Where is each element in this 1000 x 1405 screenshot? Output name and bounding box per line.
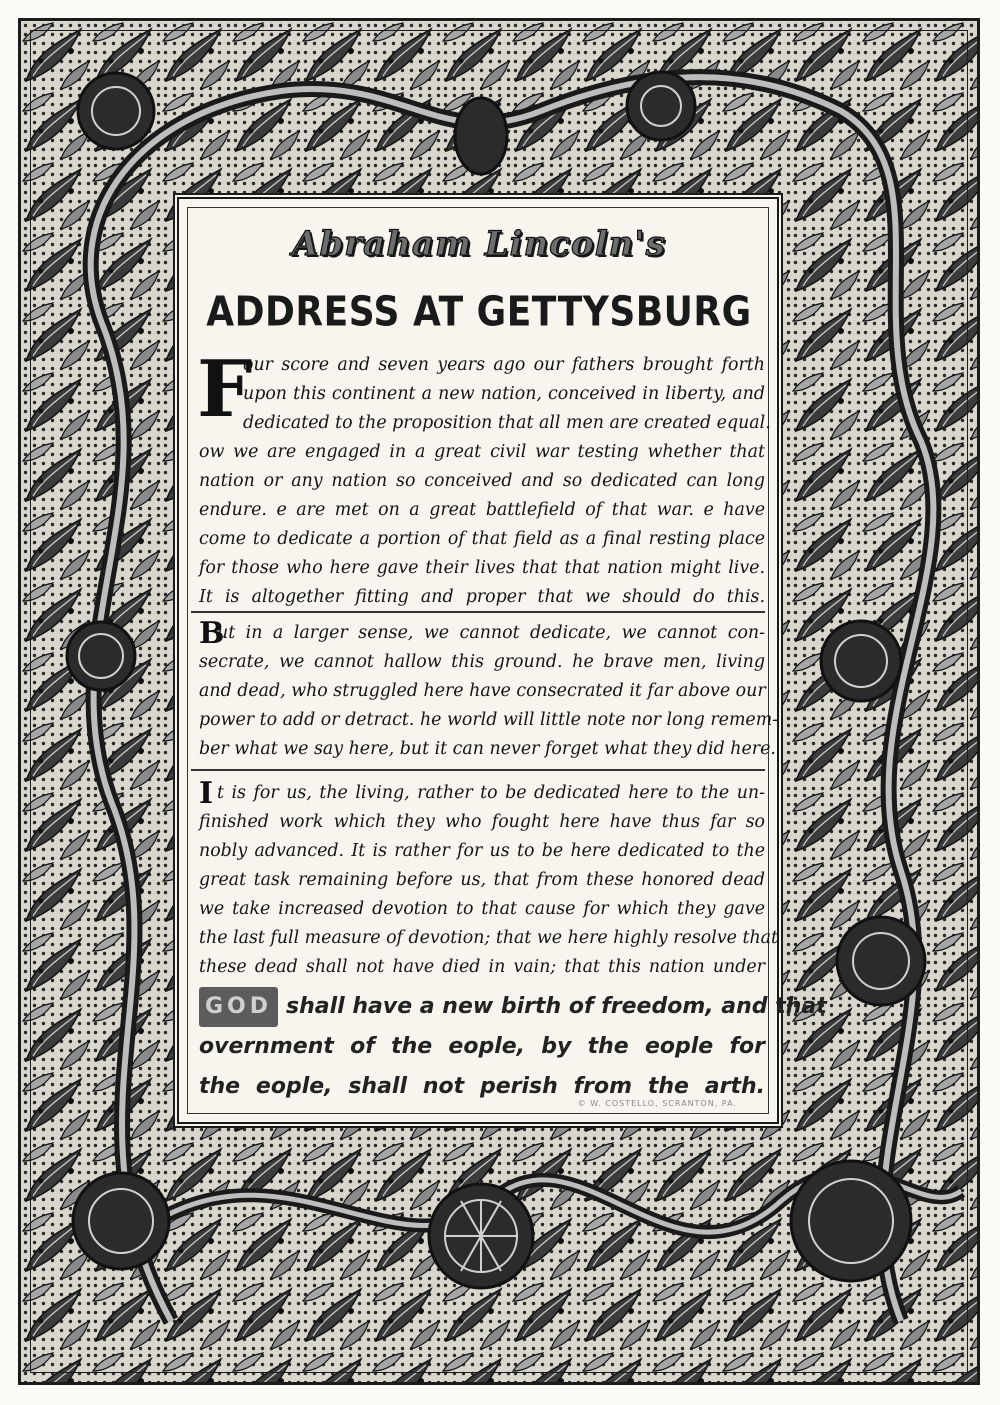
closing-line-3: the eople, shall not perish from the arth. [199,1074,765,1099]
closing-line-1 [199,987,827,1027]
dropcap-p1: F [197,344,253,435]
p3-line-1: t is for us, the living, rather to be dedicated here to the un- [217,783,765,803]
closing-line-1-text: shall have a new birth of freedom, and that [286,994,827,1019]
p3-line-3: nobly advanced. It is rather for us to be here dedicated to the [199,841,765,861]
p2-line-4: power to add or detract. he world will little note nor long remem- [199,710,779,730]
paragraph-3 [199,776,779,982]
p1-line-4: ow we are engaged in a great civil war testing whether that [199,442,765,462]
copyright-credit: © W. COSTELLO, SCRANTON, PA. [577,1099,737,1108]
dropcap-p2: B [199,616,225,651]
p1-line-6: endure. e are met on a great battlefield of that war. e have [199,500,765,520]
p1-line-3: dedicated to the proposition that all men are created equal. [243,413,771,433]
p1-line-8: for those who here gave their lives that that nation might live. [199,558,765,578]
god-word: GOD [199,987,278,1027]
p1-line-1: our score and seven years ago our fathers brought forth [243,355,765,375]
p1-line-5: nation or any nation so conceived and so dedicated can long [199,471,765,491]
p3-line-7: these dead shall not have died in vain; that this nation under [199,957,765,977]
p2-line-3: and dead, who struggled here have consecrated it far above our [199,681,766,701]
p1-line-7: come to dedicate a portion of that field as a final resting place [199,529,765,549]
p2-line-2: secrate, we cannot hallow this ground. he brave men, living [199,652,765,672]
p3-line-4: great task remaining before us, that from these honored dead [199,870,765,890]
p1-line-2: upon this continent a new nation, conceived in liberty, and [243,384,765,404]
p3-line-2: finished work which they who fought here have thus far so [199,812,765,832]
p2-line-1: ut in a larger sense, we cannot dedicate, we cannot con- [217,623,765,643]
closing-passage [199,987,827,1107]
paragraph-1 [197,344,771,612]
closing-line-2: overnment of the eople, by the eople for [199,1034,765,1059]
paragraph-2 [199,616,779,764]
p3-line-6: the last full measure of devotion; that we here highly resolve that [199,928,779,948]
p2-line-5: ber what we say here, but it can never forget what they did here. [199,739,776,759]
text-panel [173,193,827,1128]
section-divider-1 [191,611,765,613]
dropcap-p3: I [199,776,214,811]
page-title: ADDRESS AT GETTYSBURG [206,288,752,336]
section-divider-2 [191,769,765,771]
p1-line-9: It is altogether fitting and proper that we should do this. [199,587,765,607]
p3-line-5: we take increased devotion to that cause for which they gave [199,899,765,919]
title-author: Abraham Lincoln's [292,224,666,264]
